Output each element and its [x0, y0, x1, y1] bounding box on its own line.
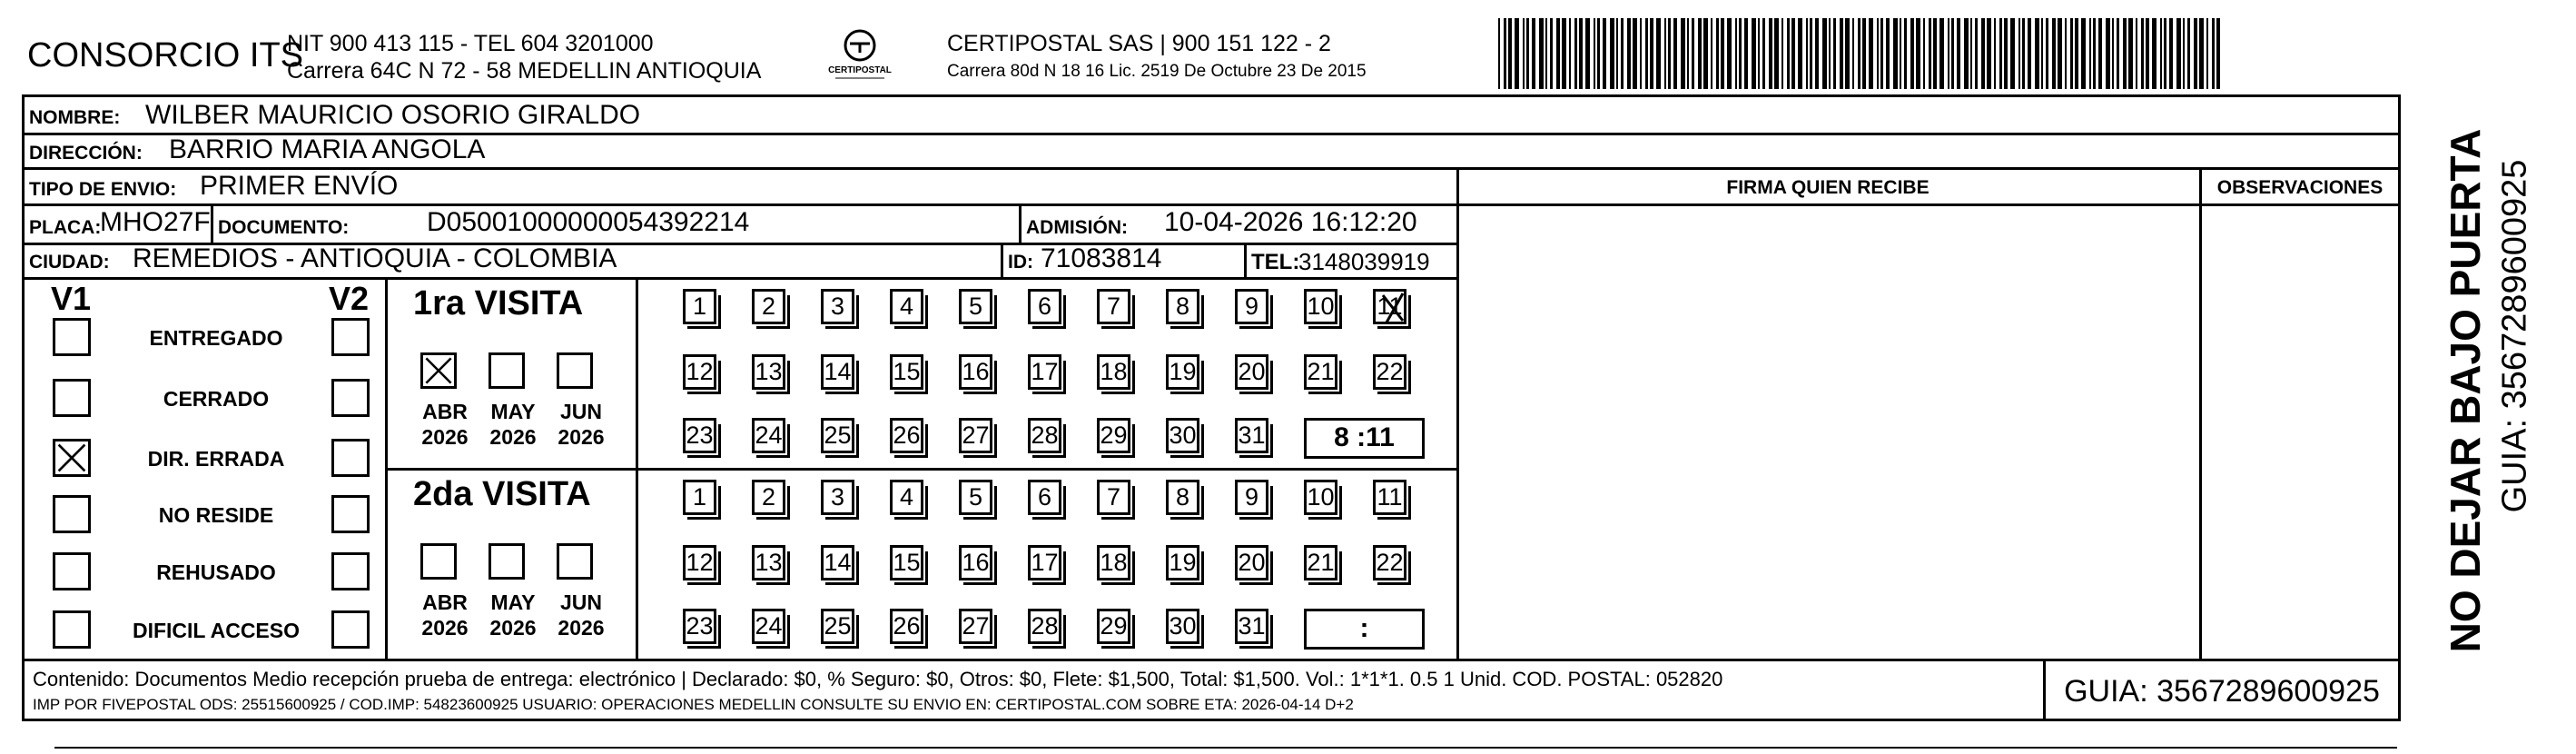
day-7-box[interactable]: 7 — [1097, 289, 1130, 324]
day-30-box[interactable]: 30 — [1166, 418, 1199, 453]
day-22-box[interactable]: 22 — [1373, 545, 1406, 580]
month-year: 2026 — [421, 425, 469, 449]
status-option-label: ENTREGADO — [149, 326, 283, 350]
v1-checkbox[interactable] — [53, 610, 91, 649]
side-warning: NO DEJAR BAJO PUERTA — [2442, 128, 2489, 653]
day-23-box[interactable]: 23 — [683, 609, 716, 644]
day-7-box[interactable]: 7 — [1097, 480, 1130, 515]
status-option-label: CERRADO — [163, 387, 270, 411]
month-label: ABR — [422, 400, 468, 423]
day-2-box[interactable]: 2 — [752, 289, 785, 324]
day-10-box[interactable]: 10 — [1304, 289, 1337, 324]
month-label: ABR — [422, 590, 468, 614]
day-6-box[interactable]: 6 — [1028, 480, 1061, 515]
month-year: 2026 — [558, 425, 605, 449]
month-checkbox[interactable] — [557, 543, 593, 580]
tel-value: 3148039919 — [1298, 248, 1430, 275]
v2-checkbox[interactable] — [331, 439, 370, 477]
footer-guia: GUIA: 3567289600925 — [2064, 674, 2380, 709]
month-year: 2026 — [489, 616, 537, 640]
status-option-label: NO RESIDE — [158, 503, 274, 527]
v1-header: V1 — [51, 280, 92, 317]
day-5-box[interactable]: 5 — [959, 480, 992, 515]
status-option-label: REHUSADO — [156, 561, 276, 584]
day-3-box[interactable]: 3 — [821, 480, 854, 515]
month-year: 2026 — [558, 616, 605, 640]
day-19-box[interactable]: 19 — [1166, 354, 1199, 390]
day-11-box[interactable]: 11 — [1373, 289, 1406, 324]
day-28-box[interactable]: 28 — [1028, 418, 1061, 453]
day-9-box[interactable]: 9 — [1235, 289, 1268, 324]
day-21-box[interactable]: 21 — [1304, 545, 1337, 580]
day-22-box[interactable]: 22 — [1373, 354, 1406, 390]
day-24-box[interactable]: 24 — [752, 609, 785, 644]
v2-header: V2 — [329, 280, 370, 317]
day-27-box[interactable]: 27 — [959, 609, 992, 644]
day-12-box[interactable]: 12 — [683, 354, 716, 390]
day-20-box[interactable]: 20 — [1235, 545, 1268, 580]
tipo-envio-label: TIPO DE ENVIO: — [29, 179, 177, 200]
month-checkbox[interactable] — [489, 352, 525, 389]
company-name: CONSORCIO ITS — [27, 36, 304, 74]
carrier-name: CERTIPOSTAL SAS | 900 151 122 - 2 — [947, 31, 1331, 56]
documento-value: D05001000000054392214 — [427, 207, 750, 237]
v2-checkbox[interactable] — [331, 610, 370, 649]
v1-checkbox[interactable] — [53, 379, 91, 417]
status-option-label: DIR. ERRADA — [147, 447, 285, 471]
admision-value: 10-04-2026 16:12:20 — [1164, 207, 1417, 237]
documento-label: DOCUMENTO: — [218, 217, 350, 238]
side-guia: GUIA: 3567289600925 — [2495, 159, 2534, 513]
company-address: Carrera 64C N 72 - 58 MEDELLIN ANTIOQUIA — [287, 58, 762, 84]
day-14-box[interactable]: 14 — [821, 545, 854, 580]
company-nit: NIT 900 413 115 - TEL 604 3201000 — [287, 31, 654, 56]
month-label: MAY — [490, 590, 536, 614]
ciudad-label: CIUDAD: — [29, 252, 110, 273]
month-checkbox[interactable] — [420, 352, 457, 389]
day-4-box[interactable]: 4 — [890, 289, 923, 324]
month-label: JUN — [559, 590, 602, 614]
v2-checkbox[interactable] — [331, 552, 370, 590]
day-15-box[interactable]: 15 — [890, 545, 923, 580]
day-21-box[interactable]: 21 — [1304, 354, 1337, 390]
day-9-box[interactable]: 9 — [1235, 480, 1268, 515]
day-17-box[interactable]: 17 — [1028, 545, 1061, 580]
placa-label: PLACA: — [29, 217, 102, 238]
month-year: 2026 — [421, 616, 469, 640]
v1-checkbox[interactable] — [53, 318, 91, 356]
v2-checkbox[interactable] — [331, 379, 370, 417]
day-8-box[interactable]: 8 — [1166, 480, 1199, 515]
admision-label: ADMISIÓN: — [1026, 217, 1128, 238]
v1-checkbox[interactable] — [53, 439, 91, 477]
day-16-box[interactable]: 16 — [959, 545, 992, 580]
id-value: 71083814 — [1041, 243, 1162, 273]
day-15-box[interactable]: 15 — [890, 354, 923, 390]
day-3-box[interactable]: 3 — [821, 289, 854, 324]
day-11-box[interactable]: 11 — [1373, 480, 1406, 515]
footer-contenido: Contenido: Documentos Medio recepción prueba de entrega: electrónico | Declarado: $0, % Seguro: $0, Otros: $0, Flete: $1,500, Total: $1,500. Vol.: 1*1*1. 0.5 1 Unid. COD. POSTAL: 052820 — [33, 668, 1723, 690]
month-checkbox[interactable] — [489, 543, 525, 580]
second-visit-title: 2da VISITA — [413, 475, 591, 513]
observaciones-header: OBSERVACIONES — [2216, 177, 2384, 198]
day-4-box[interactable]: 4 — [890, 480, 923, 515]
day-18-box[interactable]: 18 — [1097, 545, 1130, 580]
v2-checkbox[interactable] — [331, 318, 370, 356]
visit-time-box[interactable]: 8 :11 — [1304, 418, 1425, 459]
tel-label: TEL: — [1251, 250, 1300, 274]
day-30-box[interactable]: 30 — [1166, 609, 1199, 644]
v1-checkbox[interactable] — [53, 495, 91, 533]
barcode — [1498, 18, 2225, 89]
day-1-box[interactable]: 1 — [683, 480, 716, 515]
day-17-box[interactable]: 17 — [1028, 354, 1061, 390]
day-8-box[interactable]: 8 — [1166, 289, 1199, 324]
carrier-license: Carrera 80d N 18 16 Lic. 2519 De Octubre 23 De 2015 — [947, 62, 1367, 81]
day-23-box[interactable]: 23 — [683, 418, 716, 453]
day-26-box[interactable]: 26 — [890, 609, 923, 644]
v2-checkbox[interactable] — [331, 495, 370, 533]
day-12-box[interactable]: 12 — [683, 545, 716, 580]
day-5-box[interactable]: 5 — [959, 289, 992, 324]
day-20-box[interactable]: 20 — [1235, 354, 1268, 390]
direccion-value: BARRIO MARIA ANGOLA — [169, 134, 486, 164]
footer-imp: IMP POR FIVEPOSTAL ODS: 25515600925 / COD.IMP: 54823600925 USUARIO: OPERACIONES MEDELLIN CONSULTE SU ENVIO EN: CERTIPOSTAL.COM SOBRE ETA: 2026-04-14 D+2 — [33, 696, 1354, 713]
day-1-box[interactable]: 1 — [683, 289, 716, 324]
firma-header: FIRMA QUIEN RECIBE — [1726, 177, 1930, 198]
day-19-box[interactable]: 19 — [1166, 545, 1199, 580]
ciudad-value: REMEDIOS - ANTIOQUIA - COLOMBIA — [133, 243, 617, 273]
day-24-box[interactable]: 24 — [752, 418, 785, 453]
day-13-box[interactable]: 13 — [752, 545, 785, 580]
day-14-box[interactable]: 14 — [821, 354, 854, 390]
day-13-box[interactable]: 13 — [752, 354, 785, 390]
certipostal-logo — [810, 27, 910, 82]
day-29-box[interactable]: 29 — [1097, 609, 1130, 644]
day-25-box[interactable]: 25 — [821, 609, 854, 644]
day-28-box[interactable]: 28 — [1028, 609, 1061, 644]
month-label: JUN — [559, 400, 602, 423]
day-18-box[interactable]: 18 — [1097, 354, 1130, 390]
day-31-box[interactable]: 31 — [1235, 418, 1268, 453]
v1-checkbox[interactable] — [53, 552, 91, 590]
day-26-box[interactable]: 26 — [890, 418, 923, 453]
placa-value: MHO27F — [100, 207, 211, 237]
month-label: MAY — [490, 400, 536, 423]
month-checkbox[interactable] — [557, 352, 593, 389]
status-option-label: DIFICIL ACCESO — [132, 619, 300, 642]
nombre-label: NOMBRE: — [29, 107, 121, 128]
day-29-box[interactable]: 29 — [1097, 418, 1130, 453]
direccion-label: DIRECCIÓN: — [29, 143, 143, 164]
nombre-value: WILBER MAURICIO OSORIO GIRALDO — [145, 100, 641, 130]
day-25-box[interactable]: 25 — [821, 418, 854, 453]
day-10-box[interactable]: 10 — [1304, 480, 1337, 515]
first-visit-title: 1ra VISITA — [413, 284, 584, 322]
day-27-box[interactable]: 27 — [959, 418, 992, 453]
day-6-box[interactable]: 6 — [1028, 289, 1061, 324]
day-31-box[interactable]: 31 — [1235, 609, 1268, 644]
month-checkbox[interactable] — [420, 543, 457, 580]
month-year: 2026 — [489, 425, 537, 449]
day-16-box[interactable]: 16 — [959, 354, 992, 390]
tipo-envio-value: PRIMER ENVÍO — [200, 171, 399, 201]
visit-time-box[interactable]: : — [1304, 609, 1425, 650]
id-label: ID: — [1008, 252, 1033, 273]
day-2-box[interactable]: 2 — [752, 480, 785, 515]
logo-text: CERTIPOSTAL — [828, 65, 892, 75]
